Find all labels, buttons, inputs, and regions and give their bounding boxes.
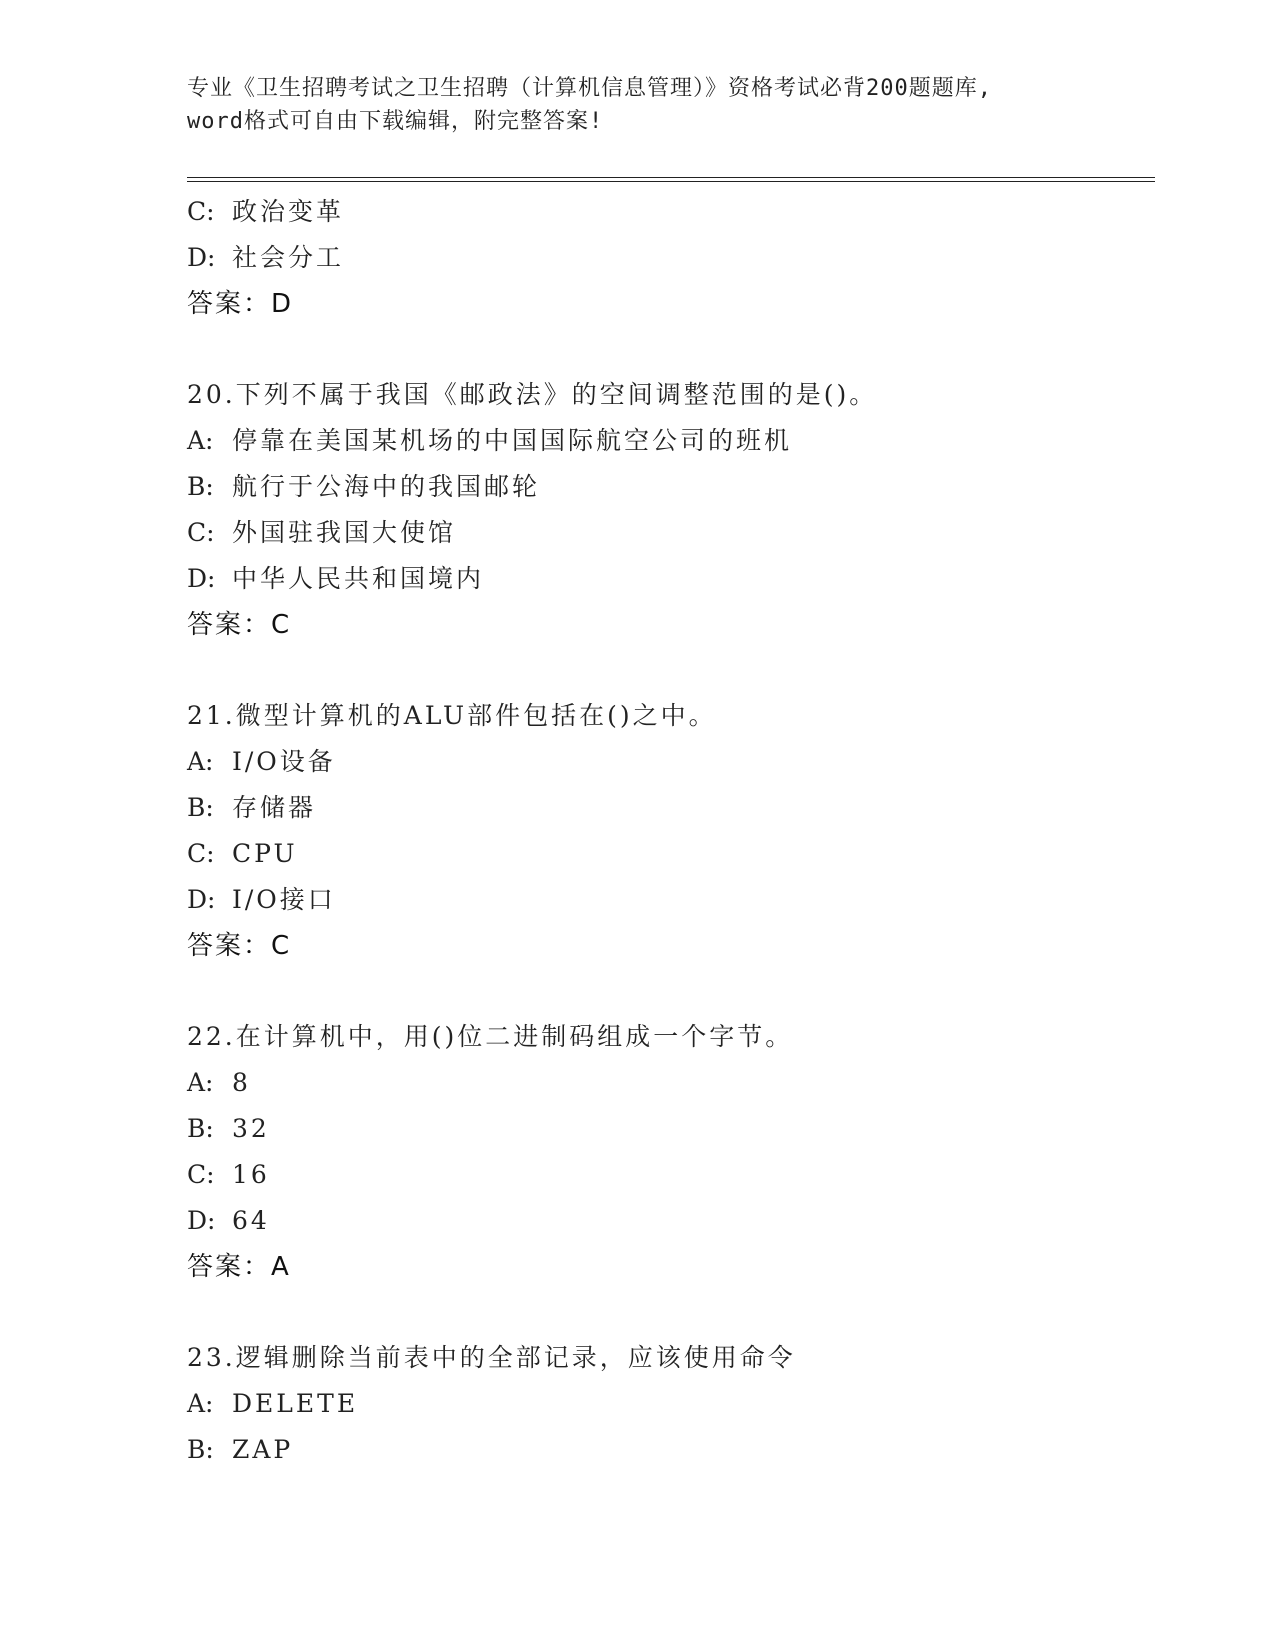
option-text: 存储器	[232, 793, 317, 822]
option-text: CPU	[232, 839, 298, 868]
option-text: 64	[232, 1206, 270, 1235]
option-text: 8	[232, 1068, 251, 1097]
answer-line: 答案：C	[187, 610, 292, 640]
option-c	[187, 1152, 1147, 1198]
answer-line: 答案：C	[187, 931, 292, 961]
option-label: B:	[187, 1435, 214, 1464]
option-label: C:	[187, 1160, 215, 1189]
option-b	[187, 464, 1147, 510]
question-stem: 23.逻辑删除当前表中的全部记录，应该使用命令	[187, 1343, 796, 1372]
option-a	[187, 1060, 1147, 1106]
option-d	[187, 235, 1147, 281]
option-b	[187, 785, 1147, 831]
option-label: C:	[187, 197, 215, 226]
option-label: D:	[187, 243, 216, 272]
option-b	[187, 1427, 1147, 1473]
option-text: 停靠在美国某机场的中国国际航空公司的班机	[232, 426, 793, 455]
option-a	[187, 1381, 1147, 1427]
question-block-continued	[187, 189, 1147, 327]
option-b	[187, 1106, 1147, 1152]
header-title-line-2: word格式可自由下载编辑，附完整答案!	[187, 109, 604, 134]
header-divider-top	[187, 177, 1155, 178]
option-text: I/O接口	[232, 885, 336, 914]
option-label: C:	[187, 518, 215, 547]
header-title-line-1: 专业《卫生招聘考试之卫生招聘（计算机信息管理）》资格考试必背200题题库,	[187, 76, 992, 101]
option-label: C:	[187, 839, 215, 868]
option-text: ZAP	[232, 1435, 294, 1464]
option-text: 社会分工	[232, 243, 345, 272]
option-c	[187, 189, 1147, 235]
option-c	[187, 831, 1147, 877]
question-stem: 22.在计算机中，用()位二进制码组成一个字节。	[187, 1022, 794, 1051]
option-label: A:	[187, 426, 214, 455]
question-block-22	[187, 1014, 1147, 1290]
option-text: DELETE	[232, 1389, 359, 1418]
option-a	[187, 739, 1147, 785]
question-list	[187, 189, 1147, 1473]
option-text: 外国驻我国大使馆	[232, 518, 457, 547]
question-stem: 20.下列不属于我国《邮政法》的空间调整范围的是()。	[187, 380, 878, 409]
question-block-21	[187, 693, 1147, 969]
answer-line: 答案：D	[187, 289, 294, 319]
option-label: D:	[187, 564, 216, 593]
option-label: A:	[187, 1389, 214, 1418]
option-text: 政治变革	[232, 197, 345, 226]
document-header	[187, 72, 1087, 138]
option-label: D:	[187, 885, 216, 914]
question-block-20	[187, 372, 1147, 648]
option-label: A:	[187, 747, 214, 776]
question-stem: 21.微型计算机的ALU部件包括在()之中。	[187, 701, 717, 730]
option-text: 航行于公海中的我国邮轮	[232, 472, 541, 501]
option-label: B:	[187, 793, 214, 822]
option-label: B:	[187, 1114, 214, 1143]
header-divider-bottom	[187, 181, 1155, 182]
option-d	[187, 556, 1147, 602]
option-c	[187, 510, 1147, 556]
answer-line: 答案：A	[187, 1252, 291, 1282]
option-text: 16	[232, 1160, 270, 1189]
option-a	[187, 418, 1147, 464]
option-text: I/O设备	[232, 747, 336, 776]
option-text: 中华人民共和国境内	[232, 564, 485, 593]
option-d	[187, 1198, 1147, 1244]
option-label: D:	[187, 1206, 216, 1235]
option-label: A:	[187, 1068, 214, 1097]
option-label: B:	[187, 472, 214, 501]
option-d	[187, 877, 1147, 923]
question-block-23	[187, 1335, 1147, 1473]
option-text: 32	[232, 1114, 270, 1143]
